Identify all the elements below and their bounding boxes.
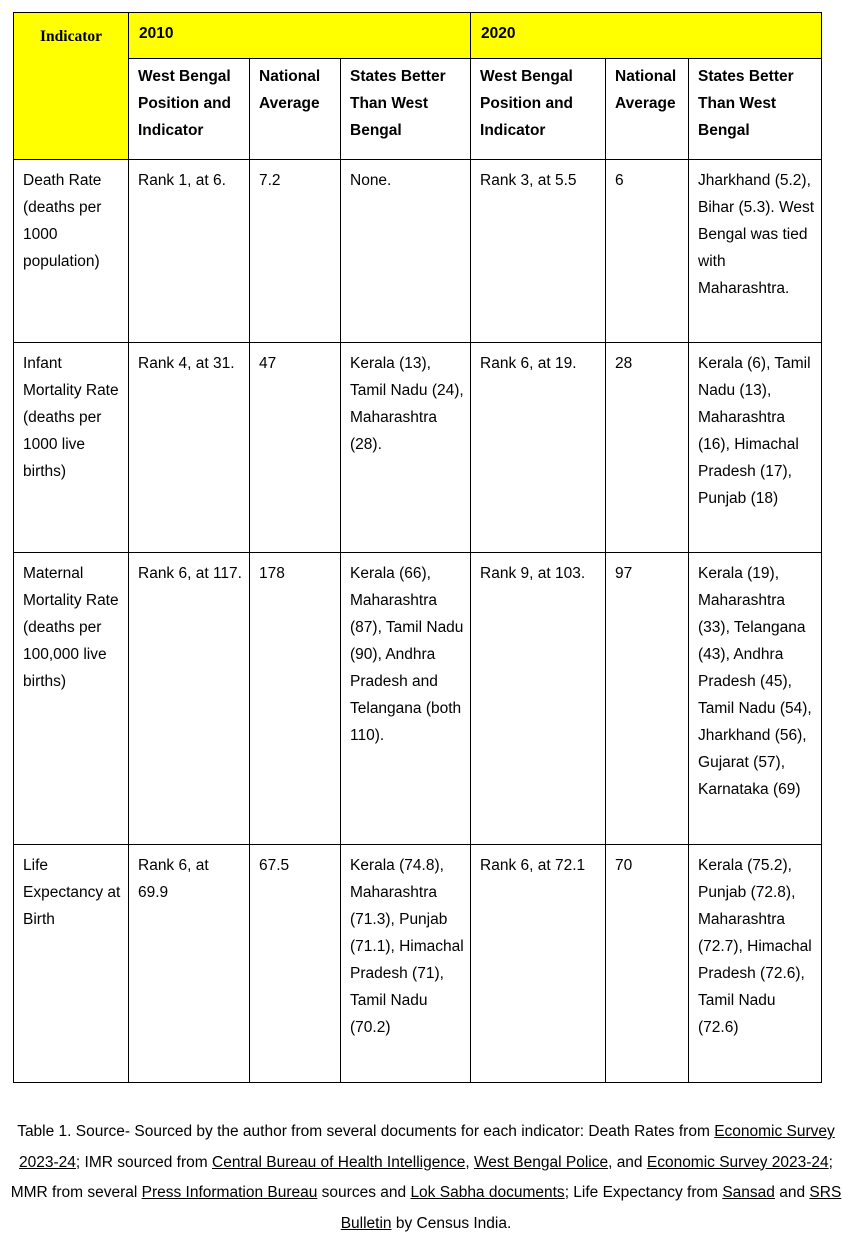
- subheader-better-2010: States Better Than West Bengal: [341, 59, 471, 160]
- link-sansad[interactable]: Sansad: [722, 1184, 775, 1201]
- subheader-better-2020: States Better Than West Bengal: [689, 59, 822, 160]
- table-caption: [0, 1117, 842, 1239]
- cell-wb-2020: Rank 6, at 72.1: [471, 845, 606, 1083]
- cell-national-2010: 7.2: [250, 160, 341, 343]
- header-row-years: [14, 13, 822, 59]
- cell-better-2020: Kerala (6), Tamil Nadu (13), Maharashtra (16), Himachal Pradesh (17), Punjab (18): [689, 343, 822, 553]
- cell-indicator: Life Expectancy at Birth: [14, 845, 129, 1083]
- header-row-sub: [14, 59, 822, 160]
- link-economic-survey-2[interactable]: Economic Survey 2023-24: [646, 1153, 829, 1171]
- subheader-wb-2010: West Bengal Position and Indicator: [129, 59, 250, 160]
- link-central-bureau-health-intelligence[interactable]: Central Bureau of Health Intelligence: [212, 1153, 466, 1171]
- cell-wb-2020: Rank 9, at 103.: [471, 553, 606, 845]
- caption-text: ; IMR sourced from: [75, 1153, 212, 1171]
- link-press-information-bureau[interactable]: Press Information Bureau: [141, 1184, 318, 1201]
- header-indicator: Indicator: [14, 13, 129, 160]
- subheader-national-2020: National Average: [606, 59, 689, 160]
- table-row-maternal-mortality: [14, 553, 822, 845]
- subheader-wb-2020: West Bengal Position and Indicator: [471, 59, 606, 160]
- header-year-2020: 2020: [471, 13, 822, 59]
- cell-wb-2010: Rank 6, at 69.9: [129, 845, 250, 1083]
- caption-text: , and: [608, 1153, 647, 1171]
- cell-wb-2010: Rank 1, at 6.: [129, 160, 250, 343]
- cell-better-2010: Kerala (13), Tamil Nadu (24), Maharashtra (28).: [341, 343, 471, 553]
- cell-indicator: Death Rate (deaths per 1000 population): [14, 160, 129, 343]
- subheader-national-2010: National Average: [250, 59, 341, 160]
- cell-national-2020: 28: [606, 343, 689, 553]
- cell-indicator: Infant Mortality Rate (deaths per 1000 live births): [14, 343, 129, 553]
- cell-indicator: Maternal Mortality Rate (deaths per 100,000 live births): [14, 553, 129, 845]
- table-row-infant-mortality: [14, 343, 822, 553]
- header-year-2010: 2010: [129, 13, 471, 59]
- caption-text: ,: [465, 1153, 474, 1171]
- cell-national-2020: 70: [606, 845, 689, 1083]
- cell-better-2020: Jharkhand (5.2), Bihar (5.3). West Bengal was tied with Maharashtra.: [689, 160, 822, 343]
- table-row-life-expectancy: [14, 845, 822, 1083]
- cell-national-2010: 178: [250, 553, 341, 845]
- cell-better-2010: Kerala (66), Maharashtra (87), Tamil Nadu (90), Andhra Pradesh and Telangana (both 110).: [341, 553, 471, 845]
- cell-wb-2020: Rank 6, at 19.: [471, 343, 606, 553]
- cell-better-2010: None.: [341, 160, 471, 343]
- caption-text: ; Life Expectancy from: [564, 1184, 723, 1201]
- link-lok-sabha-documents[interactable]: Lok Sabha documents: [410, 1184, 565, 1201]
- table-row-death-rate: [14, 160, 822, 343]
- cell-national-2020: 6: [606, 160, 689, 343]
- caption-text: by Census India.: [391, 1214, 512, 1232]
- cell-wb-2020: Rank 3, at 5.5: [471, 160, 606, 343]
- link-srs-bulletin[interactable]: SRS Bulletin: [340, 1184, 842, 1232]
- caption-text: ; MMR from several: [10, 1153, 833, 1201]
- indicators-table: [13, 12, 822, 1083]
- cell-better-2020: Kerala (19), Maharashtra (33), Telangana (43), Andhra Pradesh (45), Tamil Nadu (54), Jharkhand (56), Gujarat (57), Karnataka (69): [689, 553, 822, 845]
- cell-wb-2010: Rank 6, at 117.: [129, 553, 250, 845]
- caption-text: Table 1. Source- Sourced by the author from several documents for each indicator: Death Rates from: [17, 1123, 715, 1140]
- cell-wb-2010: Rank 4, at 31.: [129, 343, 250, 553]
- caption-text: sources and: [317, 1184, 411, 1201]
- cell-better-2010: Kerala (74.8), Maharashtra (71.3), Punjab (71.1), Himachal Pradesh (71), Tamil Nadu (70.2): [341, 845, 471, 1083]
- caption-text: and: [774, 1184, 810, 1201]
- cell-national-2010: 67.5: [250, 845, 341, 1083]
- link-economic-survey[interactable]: Economic Survey 2023-24: [19, 1123, 835, 1171]
- cell-national-2020: 97: [606, 553, 689, 845]
- link-west-bengal-police[interactable]: West Bengal Police: [473, 1153, 609, 1171]
- cell-better-2020: Kerala (75.2), Punjab (72.8), Maharashtra (72.7), Himachal Pradesh (72.6), Tamil Nadu (72.6): [689, 845, 822, 1083]
- cell-national-2010: 47: [250, 343, 341, 553]
